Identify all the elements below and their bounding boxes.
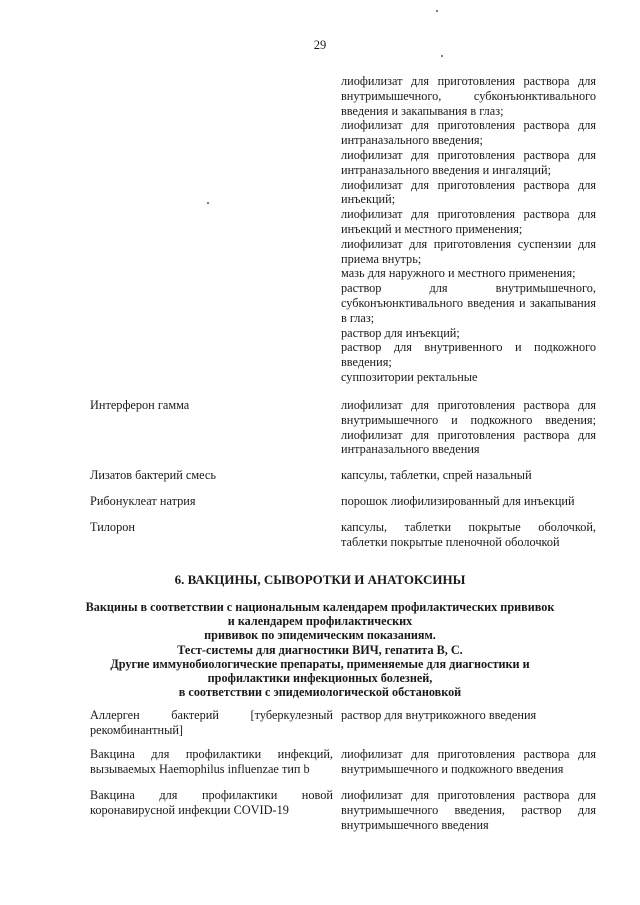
form-entry: раствор для внутримышечного, субконъюнктивального введения и закапывания в глаз; [341,281,596,325]
form-entry: мазь для наружного и местного применения; [341,266,576,281]
subtitle-line: Тест-системы для диагностики ВИЧ, гепатита В, С. [177,642,463,657]
form-entry: лиофилизат для приготовления раствора для интраназального введения; [341,118,596,148]
form-entry: лиофилизат для приготовления раствора для инъекций и местного применения; [341,207,596,236]
vaccine-name: Аллерген бактерий [туберкулезный рекомбинантный] [90,708,333,737]
drug-name: Интерферон гамма [90,398,190,412]
continued-forms-list [341,74,596,385]
subtitle-line: в соответствии с эпидемиологической обстановкой [178,685,462,700]
drug-forms: капсулы, таблетки покрытые оболочкой, таблетки покрытые пленочной оболочкой [341,520,596,549]
drug-name: Рибонуклеат натрия [90,494,196,508]
vaccine-name: Вакцина для профилактики инфекций, вызываемых Haemophilus influenzae тип b [90,747,333,776]
drug-forms: порошок лиофилизированный для инъекций [341,494,575,508]
section-subtitle [80,600,560,699]
form-entry: суппозитории ректальные [341,369,478,384]
subtitle-line: прививок по эпидемическим показаниям. [204,628,436,643]
form-entry: раствор для инъекций; [341,325,460,340]
subtitle-line: профилактики инфекционных болезней, [207,671,433,686]
form-entry: лиофилизат для приготовления раствора для инъекций; [341,177,596,207]
form-entry: раствор для внутривенного и подкожного введения; [341,340,596,370]
scan-speck [436,10,438,12]
vaccine-forms: раствор для внутрикожного введения [341,708,537,722]
drug-name: Лизатов бактерий смесь [90,468,216,482]
subtitle-line: Другие иммунобиологические препараты, применяемые для диагностики и [110,656,530,671]
vaccine-forms: лиофилизат для приготовления раствора для внутримышечного и подкожного введения [341,747,596,776]
drug-name: Тилорон [90,520,135,534]
vaccine-name: Вакцина для профилактики новой коронавирусной инфекции COVID-19 [90,788,333,817]
form-entry: лиофилизат для приготовления раствора для внутримышечного, субконъюнктивального введения и закапывания в глаз; [341,74,596,118]
drug-forms: лиофилизат для приготовления раствора для внутримышечного и подкожного введения; лиофилизат для приготовления раствора для интраназального введения [341,398,596,457]
drug-forms: капсулы, таблетки, спрей назальный [341,468,532,482]
form-entry: лиофилизат для приготовления суспензии для приема внутрь; [341,236,596,266]
form-entry: лиофилизат для приготовления раствора для интраназального введения и ингаляций; [341,147,596,177]
page-number: 29 [313,38,327,52]
scan-speck [207,202,209,204]
subtitle-line: Вакцины в соответствии с национальным календарем профилактических прививок [85,600,555,614]
section-title: 6. ВАКЦИНЫ, СЫВОРОТКИ И АНАТОКСИНЫ [174,572,466,587]
scan-speck [441,55,443,57]
vaccine-forms: лиофилизат для приготовления раствора для внутримышечного введения, раствор для внутримышечного введения [341,788,596,832]
subtitle-line: и календарем профилактических [227,614,413,629]
